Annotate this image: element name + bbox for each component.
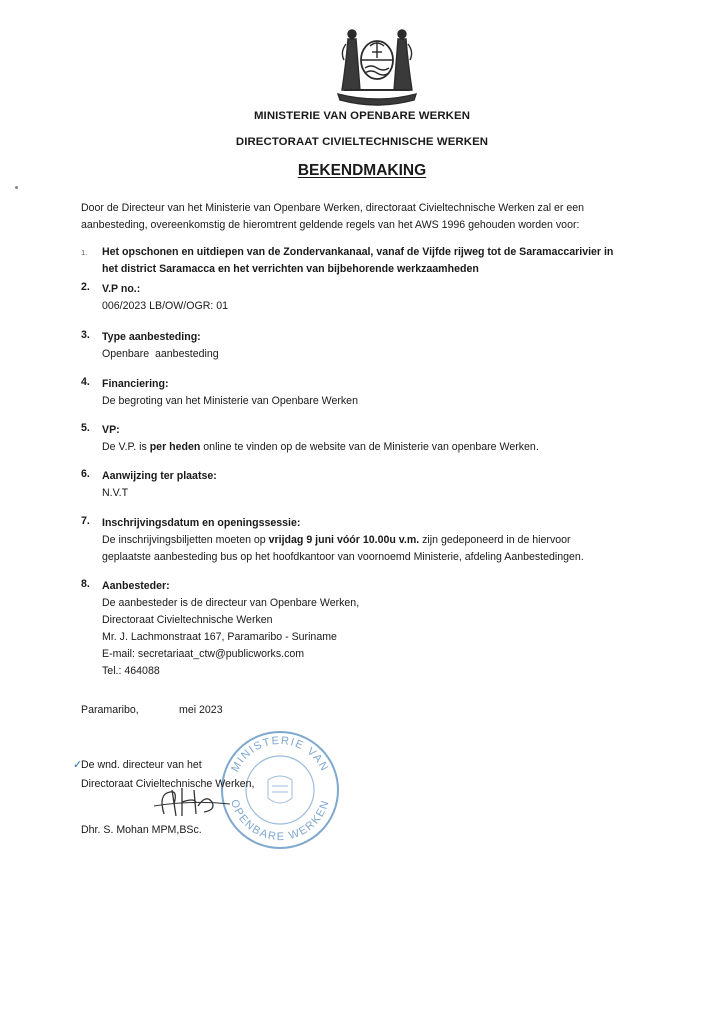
signature-line: De wnd. directeur van het [81, 759, 202, 771]
ministry-heading: MINISTERIE VAN OPENBARE WERKEN [253, 110, 471, 122]
item-label: Aanbesteder: [102, 580, 170, 592]
signature-line: Directoraat Civieltechnische Werken, [81, 778, 255, 790]
directorate-heading: DIRECTORAAT CIVIELTECHNISCHE WERKEN [235, 136, 489, 148]
item-number: 4. [81, 376, 90, 388]
item-label: V.P no.: [102, 283, 141, 295]
item-label: Aanwijzing ter plaatse: [102, 470, 217, 482]
item-label: VP: [102, 424, 120, 436]
project-title-line: het district Saramacca en het verrichten van bijbehorende werkzaamheden [102, 263, 479, 275]
item-value: N.V.T [102, 487, 129, 499]
intro-line: aanbesteding, overeenkomstig de hieromtrent geldende regels van het AWS 1996 gehouden worden voor: [81, 219, 580, 231]
item-number: 6. [81, 468, 90, 480]
item-value: De begroting van het Ministerie van Openbare Werken [102, 395, 358, 407]
place-text: Paramaribo, [81, 704, 139, 716]
page-title: BEKENDMAKING [297, 162, 427, 179]
item-label: Type aanbesteding: [102, 331, 201, 343]
stamp-top-text: MINISTERIE VAN [229, 734, 331, 775]
intro-paragraph [81, 200, 661, 234]
item-label: Inschrijvingsdatum en openingssessie: [102, 517, 301, 529]
item-number: 8. [81, 578, 90, 590]
phone-line: Tel.: 464088 [102, 665, 160, 677]
intro-line: Door de Directeur van het Ministerie van Openbare Werken, directoraat Civieltechnische Werken zal er een [81, 202, 585, 214]
item-number: 2. [81, 281, 90, 293]
item-value [102, 439, 692, 456]
address-line: De aanbesteder is de directeur van Openbare Werken, [102, 597, 360, 609]
item-number: 5. [81, 422, 90, 434]
value-emphasis: per heden [149, 441, 201, 453]
address-line: Mr. J. Lachmonstraat 167, Paramaribo - Suriname [102, 631, 337, 643]
item-number: 7. [81, 515, 90, 527]
value-text: online te vinden op de website van de Ministerie van openbare Werken. [200, 441, 539, 453]
item-label: Financiering: [102, 378, 169, 390]
address-line: Directoraat Civieltechnische Werken [102, 614, 273, 626]
email-line: E-mail: secretariaat_ctw@publicworks.com [102, 648, 305, 660]
item-number: 1. [81, 248, 88, 257]
item-value: 006/2023 LB/OW/OGR: 01 [102, 300, 229, 312]
checkmark-icon: ✓ [73, 759, 83, 771]
value-emphasis: vrijdag 9 juni vóór 10.00u v.m. [268, 534, 420, 546]
stamp-bottom-text: OPENBARE WERKEN [228, 798, 332, 844]
value-text: De V.P. is [102, 441, 150, 453]
handwritten-signature [152, 784, 232, 820]
item-value [102, 532, 692, 549]
signer-name: Dhr. S. Mohan MPM,BSc. [81, 824, 202, 836]
item-value: geplaatste aanbesteding bus op het hoofdkantoor van voornoemd Ministerie, afdeling Aanbestedingen. [102, 551, 584, 563]
item-value: Openbare aanbesteding [102, 348, 219, 360]
project-title-line: Het opschonen en uitdiepen van de Zondervankanaal, vanaf de Vijfde rijweg tot de Saramaccarivier in [102, 246, 614, 258]
value-text: De inschrijvingsbiljetten moeten op [102, 534, 269, 546]
item-number: 3. [81, 329, 90, 341]
coat-of-arms-logo [334, 24, 420, 108]
date-text: mei 2023 [179, 704, 223, 716]
scan-speck [15, 186, 18, 189]
value-text: zijn gedeponeerd in de hiervoor [419, 534, 571, 546]
